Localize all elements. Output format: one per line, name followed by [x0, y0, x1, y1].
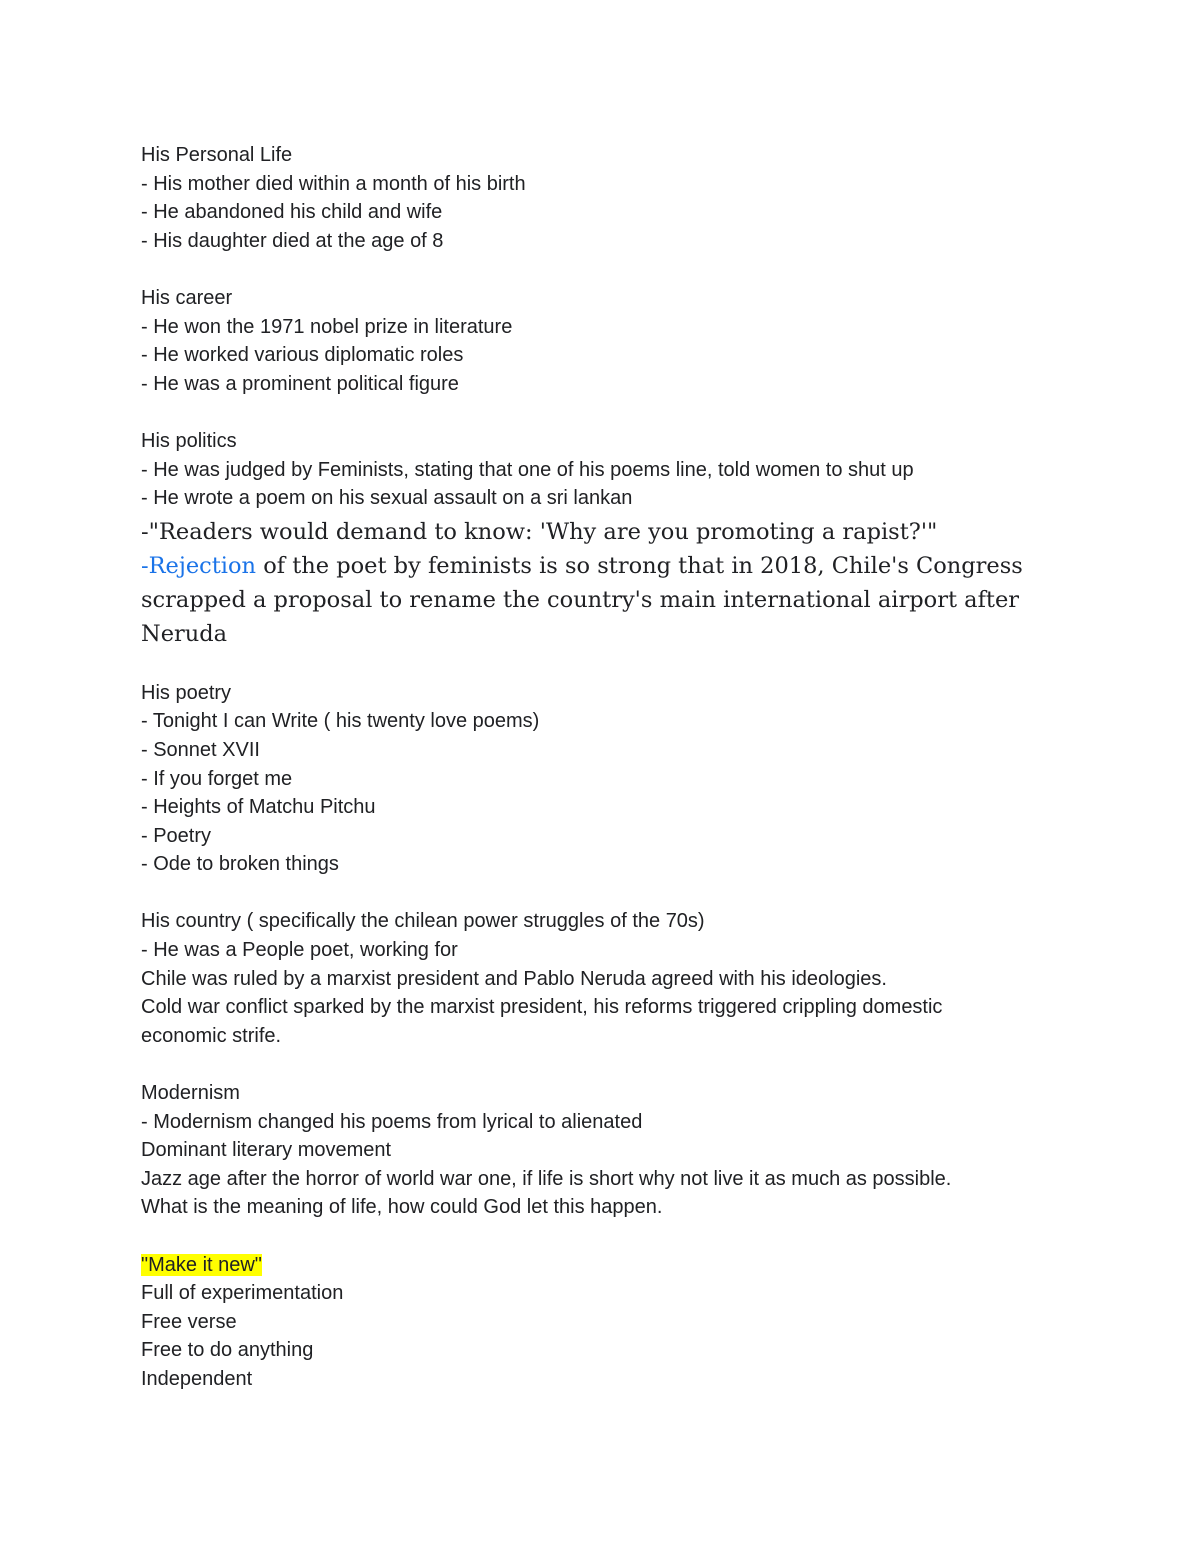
list-item: Jazz age after the horror of world war one, if life is short why not live it as much as possible. [141, 1167, 952, 1190]
list-item: - His mother died within a month of his birth [141, 172, 526, 195]
blank-line [141, 1222, 1061, 1251]
list-item: - He was a People poet, working for [141, 939, 458, 962]
section-heading-make-it-new [141, 1251, 1061, 1280]
list-item: - Heights of Matchu Pitchu [141, 796, 376, 819]
list-item: Independent [141, 1367, 253, 1390]
blank-line [141, 1050, 1061, 1079]
list-item: Free to do anything [141, 1339, 314, 1362]
rejection-text: of the poet by feminists is so strong that in 2018, Chile's Congress scrapped a proposal to rename the country's main international airport after Neruda [141, 552, 1023, 647]
list-item: Chile was ruled by a marxist president and Pablo Neruda agreed with his ideologies. [141, 967, 887, 990]
list-item: - He wrote a poem on his sexual assault on a sri lankan [141, 487, 633, 510]
blank-line [141, 398, 1061, 427]
list-item: What is the meaning of life, how could God let this happen. [141, 1196, 663, 1219]
section-heading-career: His career [141, 286, 233, 309]
section-heading-politics: His politics [141, 429, 237, 452]
list-item: - Modernism changed his poems from lyrical to alienated [141, 1110, 643, 1133]
rejection-paragraph [141, 549, 1061, 651]
section-heading-personal-life: His Personal Life [141, 144, 293, 166]
list-item: - He was a prominent political figure [141, 372, 459, 395]
section-heading-modernism: Modernism [141, 1082, 240, 1105]
list-item: - He won the 1971 nobel prize in literature [141, 315, 513, 338]
list-item: Cold war conflict sparked by the marxist president, his reforms triggered crippling domestic [141, 996, 943, 1019]
list-item: - If you forget me [141, 767, 293, 790]
list-item: - Tonight I can Write ( his twenty love poems) [141, 710, 540, 733]
highlighted-text: "Make it new" [141, 1253, 262, 1276]
rejection-link[interactable]: Rejection [148, 552, 257, 579]
list-item: Dominant literary movement [141, 1139, 392, 1162]
blank-line [141, 255, 1061, 284]
list-item: - He was judged by Feminists, stating that one of his poems line, told women to shut up [141, 458, 914, 481]
list-item: - He abandoned his child and wife [141, 201, 443, 224]
blank-line [141, 879, 1061, 908]
blank-line [141, 651, 1061, 679]
list-item: - His daughter died at the age of 8 [141, 229, 444, 252]
rejection-prefix: - [141, 552, 149, 579]
section-heading-poetry: His poetry [141, 681, 232, 704]
list-item: Full of experimentation [141, 1282, 344, 1305]
readers-quote: -"Readers would demand to know: 'Why are you promoting a rapist?'" [141, 518, 938, 545]
list-item: - Poetry [141, 824, 212, 847]
list-item: Free verse [141, 1310, 237, 1333]
section-heading-country: His country ( specifically the chilean power struggles of the 70s) [141, 910, 705, 933]
list-item: - He worked various diplomatic roles [141, 344, 464, 367]
quoted-passage [141, 515, 1061, 651]
list-item: economic strife. [141, 1024, 282, 1047]
document-page [141, 141, 1061, 1394]
list-item: - Ode to broken things [141, 853, 339, 876]
list-item: - Sonnet XVII [141, 738, 260, 761]
